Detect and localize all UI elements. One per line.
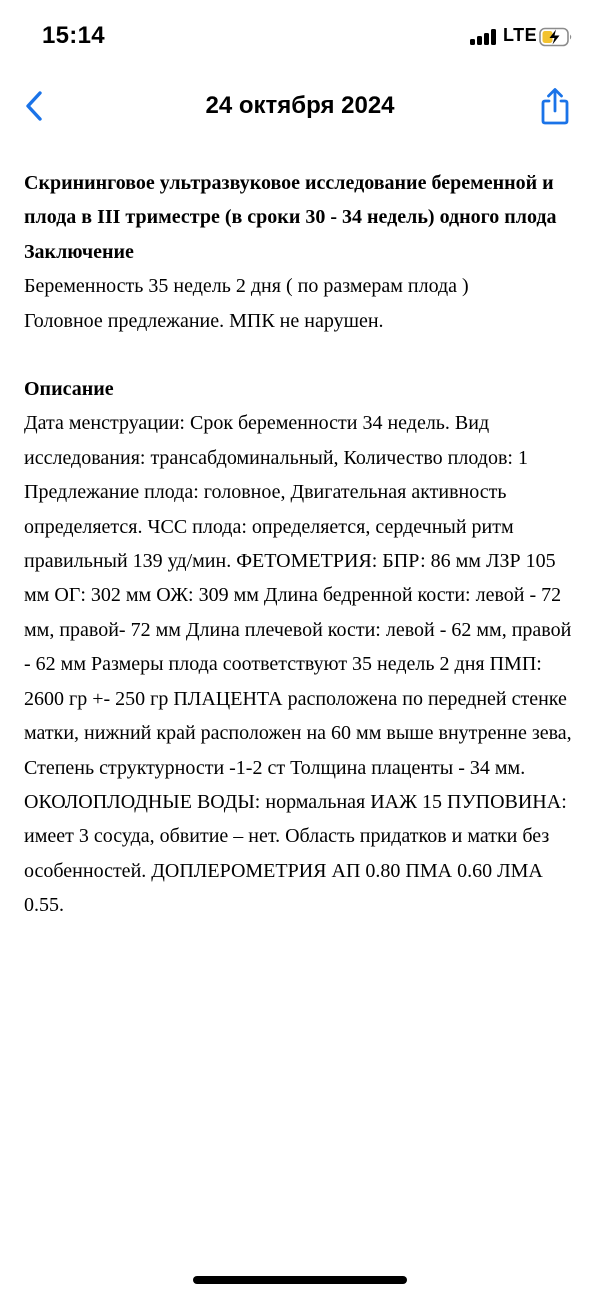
conclusion-label: Заключение xyxy=(24,240,134,263)
description-text: Дата менструации: Срок беременности 34 недель. Вид исследования: трансабдоминальный, Количество плодов: 1 Предлежание плода: головное, Двигательная активность определяется. ЧСС плода: определяется, сердечный ритм правильный 139 уд/мин. ФЕТОМЕТРИЯ: БПР: 86 мм ЛЗР 105 мм ОГ: 302 мм ОЖ: 309 мм Длина бедренной кости: левой - 72 мм, правой- 72 мм Длина плечевой кости: левой - 62 мм, правой - 62 мм Размеры плода соответствуют 35 недель 2 дня ПМП: 2600 гр +- 250 гр ПЛАЦЕНТА расположена по передней стенке матки, нижний край расположен на 60 мм выше внутренне зева, Степень структурности -1-2 ст Толщина плаценты - 34 мм. ОКОЛОПЛОДНЫЕ ВОДЫ: нормальная ИАЖ 15 ПУПОВИНА: имеет 3 сосуда, обвитие – нет. Область придатков и матки без особенностей. ДОПЛЕРОМЕТРИЯ АП 0.80 ПМА 0.60 ЛМА 0.55. xyxy=(24,412,572,917)
share-icon[interactable] xyxy=(538,86,572,126)
navigation-bar xyxy=(0,80,600,136)
report-body xyxy=(24,166,580,923)
report-heading: Скрининговое ультразвуковое исследование беременной и плода в III триместре (в сроки 30 - 34 недель) одного плода xyxy=(24,172,557,229)
status-bar xyxy=(0,0,600,72)
page-title: 24 октября 2024 xyxy=(205,92,395,119)
battery-charging-icon xyxy=(539,27,573,47)
status-time: 15:14 xyxy=(42,22,105,49)
conclusion-line: Головное предлежание. МПК не нарушен. xyxy=(24,309,384,332)
network-type: LTE xyxy=(503,25,538,45)
description-label: Описание xyxy=(24,378,114,401)
cellular-signal-icon xyxy=(470,29,496,45)
home-indicator[interactable] xyxy=(193,1276,407,1284)
conclusion-line: Беременность 35 недель 2 дня ( по размерам плода ) xyxy=(24,275,469,298)
